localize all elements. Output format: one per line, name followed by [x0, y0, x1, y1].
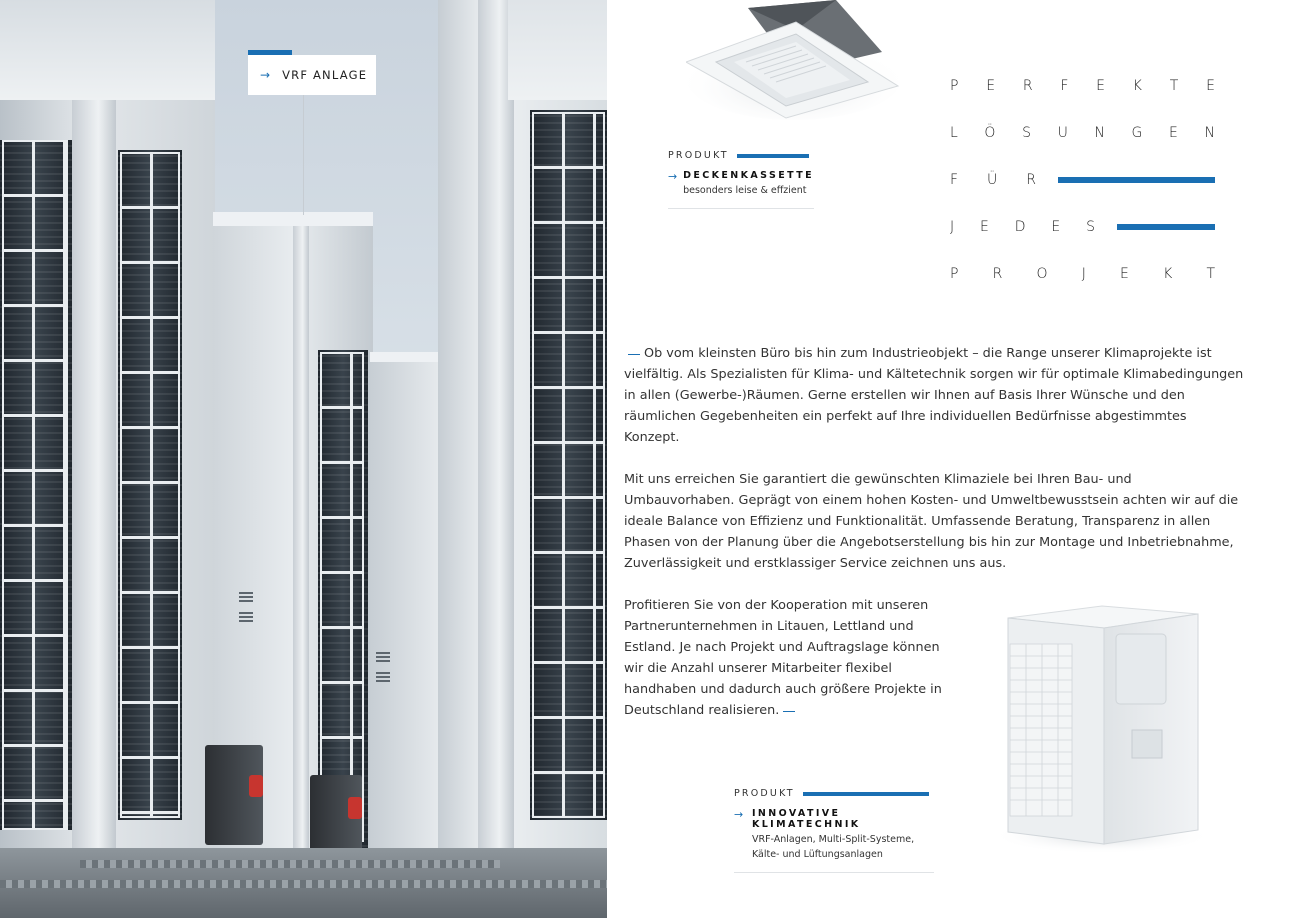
product-card-deckenkassette	[668, 150, 814, 209]
headline-letter: G	[1131, 125, 1143, 141]
headline-letter: E	[1206, 78, 1215, 94]
headline-word	[950, 125, 1215, 141]
product-name: INNOVATIVE KLIMATECHNIK	[751, 808, 861, 830]
body-paragraph	[624, 469, 1244, 574]
headline-line	[950, 266, 1215, 313]
headline-letter: R	[1026, 172, 1036, 188]
headline-letter: E	[986, 78, 996, 94]
headline-word	[950, 172, 1036, 188]
headline-letter: D	[1014, 219, 1026, 235]
headline-letter: L	[950, 125, 958, 141]
arrow-right-icon: →	[260, 68, 271, 82]
headline-letter: E	[1120, 266, 1129, 282]
headline-letter: T	[1169, 78, 1179, 94]
headline-letter: K	[1163, 266, 1173, 282]
headline-letter: F	[950, 172, 959, 188]
paragraph-text: Mit uns erreichen Sie garantiert die gewünschten Klimaziele bei Ihren Bau- und Umbauvorhaben. Geprägt von einem hohen Kosten- und Umweltbewusstsein achten wir auf die ideale Balance von Effizienz und Funktionalität. Umfassende Beratung, Transparenz in allen Phasen von der Planung über die Angebotserstellung bis hin zur Montage und Inbetriebnahme, Zuverlässigkeit und erstklassiger Service zeichnen uns aus.	[624, 472, 1239, 571]
headline-letter: R	[1022, 78, 1033, 94]
disconnect-switch	[310, 775, 362, 855]
headline-word	[950, 78, 1215, 94]
paragraph-text: Profitieren Sie von der Kooperation mit unseren Partnerunternehmen in Litauen, Lettland und Estland. Je nach Projekt und Auftragslage können wir die Anzahl unserer Mitarbeiter flexibel handhaben und dadurch auch größere Projekte in Deutschland realisieren.	[624, 598, 942, 718]
headline-letter: T	[1206, 266, 1215, 282]
product-name: DECKENKASSETTE	[683, 170, 814, 181]
vrf-outdoor-unit	[438, 0, 607, 900]
outdoor-unit-image	[992, 604, 1202, 854]
headline-letter: E	[1051, 219, 1061, 235]
paragraph-text: Ob vom kleinsten Büro bis hin zum Industrieobjekt – die Range unserer Klimaprojekte ist vielfältig. Als Spezialisten für Klima- und Kältetechnik sorgen wir für optimale Klimabedingungen in allen (Gewerbe-)Räumen. Gerne erstellen wir Ihnen auf Basis Ihrer Wünsche und den räumlichen Gegebenheiten ein perfekt auf Ihre individuellen Bedürfnisse abgestimmtes Konzept.	[624, 346, 1244, 445]
headline-word	[950, 266, 1215, 282]
vrf-outdoor-unit	[0, 0, 215, 900]
ceiling-cassette-image	[686, 0, 901, 120]
kicker-accent-bar	[803, 792, 929, 796]
description-line: VRF-Anlagen, Multi-Split-Systeme,	[751, 834, 915, 845]
dash-accent	[628, 354, 640, 355]
product-kicker: PRODUKT	[668, 150, 729, 161]
product-description	[752, 832, 934, 862]
headline-letter: J	[1081, 266, 1086, 282]
cable-tray	[0, 880, 607, 888]
tag-accent-bar	[248, 50, 292, 55]
divider	[734, 872, 934, 873]
body-paragraph	[624, 595, 944, 721]
headline-accent-bar	[1117, 224, 1215, 230]
description-line: Kälte- und Lüftungsanlagen	[751, 849, 883, 860]
tag-label: VRF ANLAGE	[282, 68, 368, 82]
headline-letter: S	[1022, 125, 1031, 141]
headline-line	[950, 219, 1215, 266]
headline-word	[950, 219, 1095, 235]
vrf-anlage-tag	[248, 55, 376, 95]
headline-letter: N	[1204, 125, 1215, 141]
vrf-outdoor-unit	[370, 352, 440, 872]
arrow-right-icon: →	[668, 170, 678, 183]
product-kicker: PRODUKT	[734, 788, 795, 799]
product-description: besonders leise & effzient	[683, 185, 807, 196]
headline-line	[950, 172, 1215, 219]
headline-letter: E	[1168, 125, 1178, 141]
kicker-accent-bar	[737, 154, 809, 158]
body-paragraph	[624, 343, 1244, 448]
headline-letter: N	[1094, 125, 1105, 141]
cable-tray	[80, 860, 500, 868]
divider	[668, 208, 814, 209]
arrow-right-icon: →	[734, 808, 744, 821]
headline-line	[950, 78, 1215, 125]
headline-letter: Ö	[984, 125, 996, 141]
headline-letter: U	[1057, 125, 1068, 141]
headline-letter: J	[950, 219, 955, 235]
headline-letter: E	[980, 219, 989, 235]
headline-letter: P	[950, 266, 959, 282]
headline-line	[950, 125, 1215, 172]
headline-letter: F	[1060, 78, 1069, 94]
headline-letter: P	[950, 78, 959, 94]
headline-letter: Ü	[987, 172, 998, 188]
headline-letter: O	[1036, 266, 1048, 282]
headline-letter: R	[992, 266, 1003, 282]
tag-leader-line	[303, 95, 304, 215]
disconnect-switch	[205, 745, 263, 845]
headline-letter: K	[1132, 78, 1142, 94]
headline	[950, 78, 1215, 313]
headline-accent-bar	[1058, 177, 1215, 183]
dash-accent	[783, 711, 795, 712]
headline-letter: E	[1096, 78, 1106, 94]
headline-letter: S	[1086, 219, 1095, 235]
product-card-klimatechnik	[734, 788, 934, 873]
